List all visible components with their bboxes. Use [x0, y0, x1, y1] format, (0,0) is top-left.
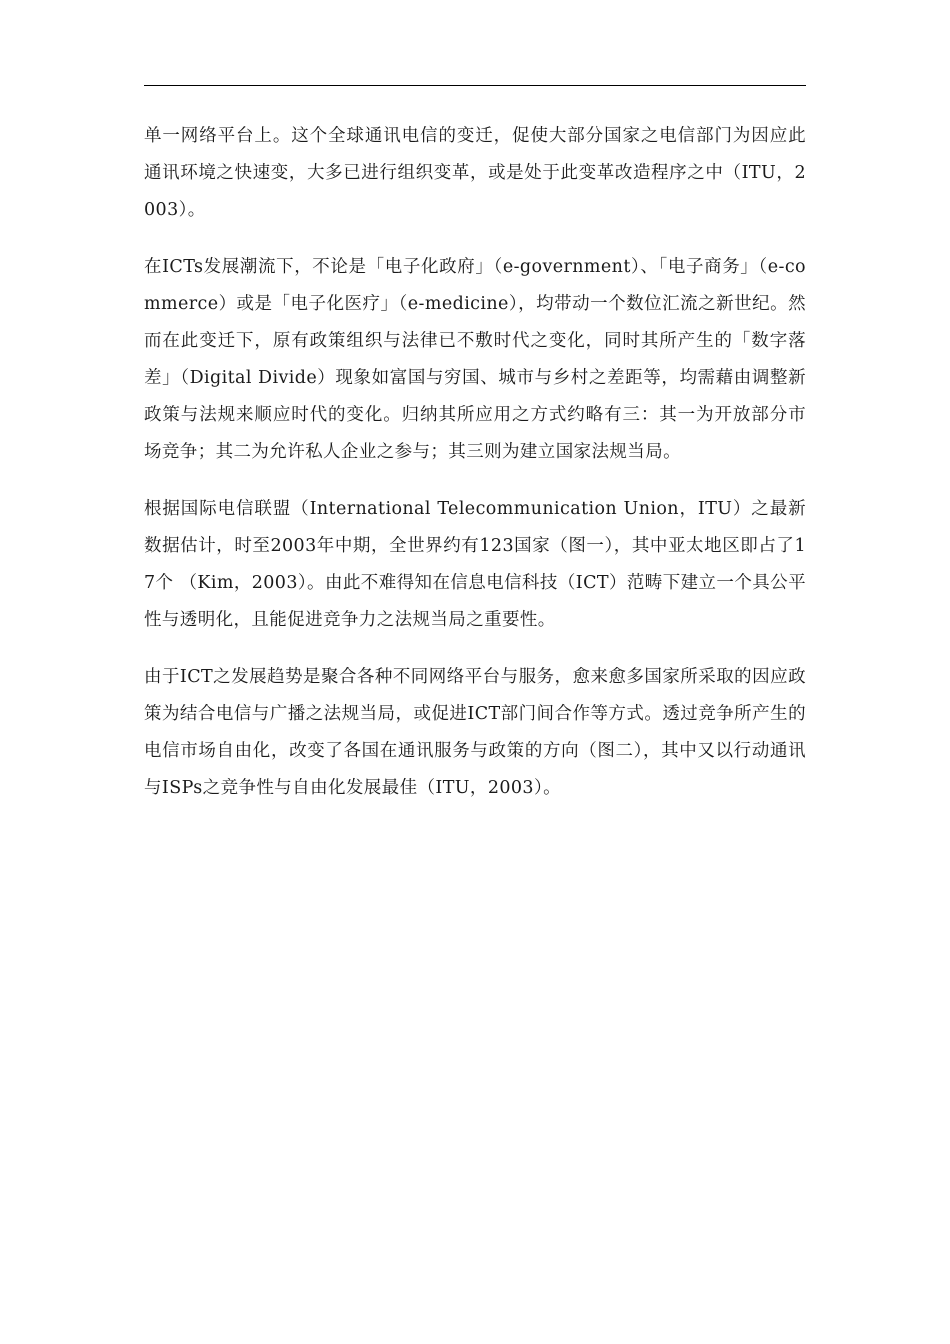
paragraph-3: 根据国际电信联盟（International Telecommunication Union，ITU）之最新数据估计，时至2003年中期，全世界约有123国家（图一），其中亚太地区即占了17个 （Kim，2003）。由此不难得知在信息电信科技（ICT）范畴下建立一个具公平性与透明化，且能促进竞争力之法规当局之重要性。 [144, 499, 806, 630]
document-body [144, 118, 806, 827]
paragraph-1: 单一网络平台上。这个全球通讯电信的变迁，促使大部分国家之电信部门为因应此通讯环境之快速变，大多已进行组织变革，或是处于此变革改造程序之中（ITU，2003）。 [144, 126, 806, 220]
paragraph-4: 由于ICT之发展趋势是聚合各种不同网络平台与服务，愈来愈多国家所采取的因应政策为结合电信与广播之法规当局，或促进ICT部门间合作等方式。透过竞争所产生的电信市场自由化，改变了各国在通讯服务与政策的方向（图二），其中又以行动通讯与ISPs之竞争性与自由化发展最佳（ITU，2003）。 [144, 667, 806, 798]
header-rule [144, 85, 806, 86]
paragraph-2: 在ICTs发展潮流下，不论是「电子化政府」（e-government）、「电子商务」（e-commerce）或是「电子化医疗」（e-medicine），均带动一个数位汇流之新世纪。然而在此变迁下，原有政策组织与法律已不敷时代之变化，同时其所产生的「数字落差」（Digital Divide）现象如富国与穷国、城市与乡村之差距等，均需藉由调整新政策与法规来顺应时代的变化。归纳其所应用之方式约略有三：其一为开放部分市场竞争；其二为允许私人企业之参与；其三则为建立国家法规当局。 [144, 257, 806, 462]
